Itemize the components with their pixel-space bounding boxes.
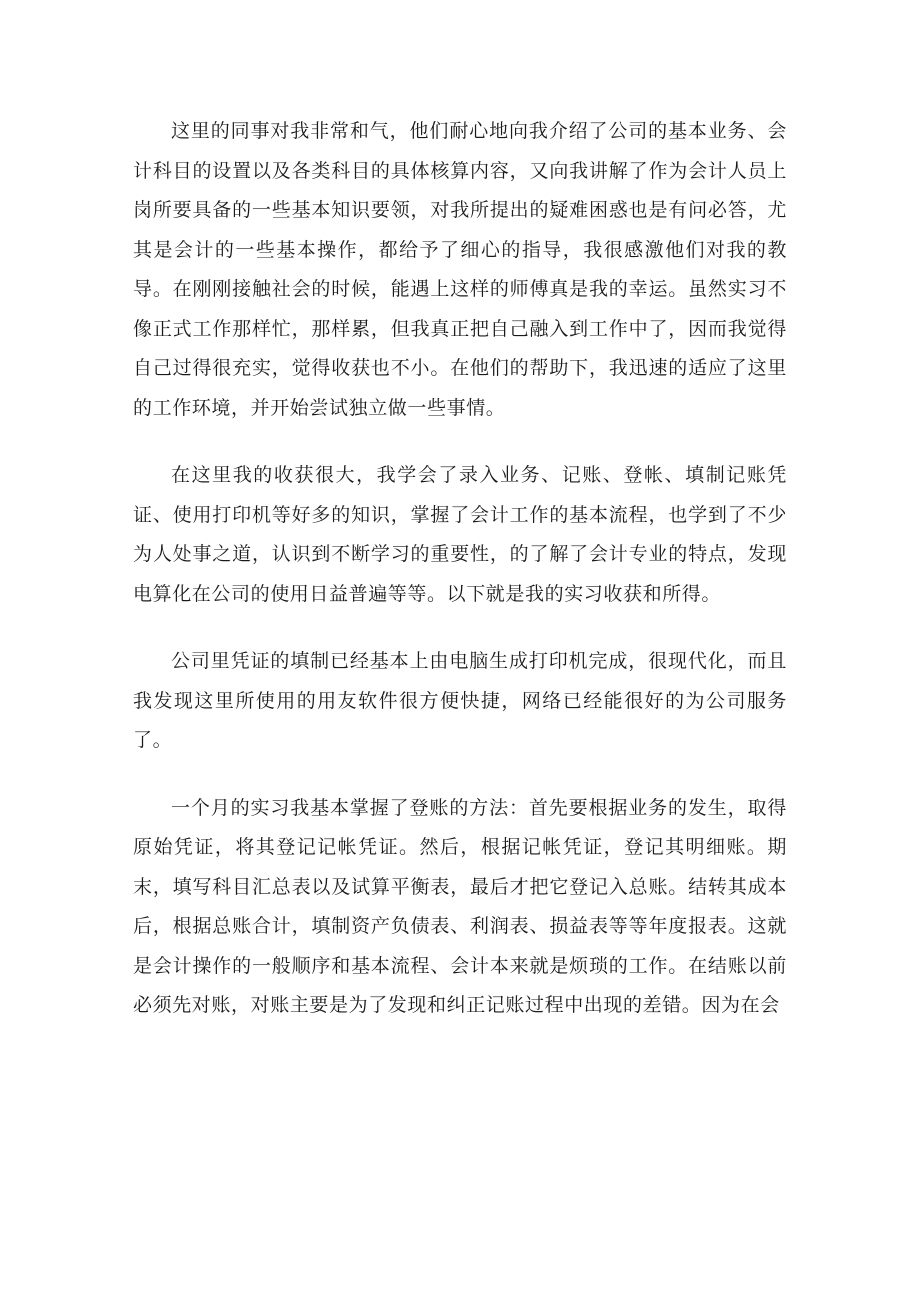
paragraph-vouchers: 公司里凭证的填制已经基本上由电脑生成打印机完成，很现代化，而且我发现这里所使用的用友软件很方便快捷，网络已经能很好的为公司服务了。 [133, 650, 787, 751]
paragraph-bookkeeping: 一个月的实习我基本掌握了登账的方法：首先要根据业务的发生，取得原始凭证，将其登记记帐凭证。然后，根据记帐凭证，登记其明细账。期末，填写科目汇总表以及试算平衡表，最后才把它登记入总账。结转其成本后，根据总账合计，填制资产负债表、利润表、损益表等等年度报表。这就是会计操作的一般顺序和基本流程、会计本来就是烦琐的工作。在结账以前必须先对账，对账主要是为了发现和纠正记账过程中出现的差错。因为在会 [133, 796, 787, 1016]
paragraph-gains: 在这里我的收获很大，我学会了录入业务、记账、登帐、填制记账凭证、使用打印机等好多的知识，掌握了会计工作的基本流程，也学到了不少为人处事之道，认识到不断学习的重要性，的了解了会计专业的特点，发现电算化在公司的使用日益普遍等等。以下就是我的实习收获和所得。 [133, 464, 787, 605]
document-body [133, 112, 787, 1054]
paragraph-colleagues: 这里的同事对我非常和气，他们耐心地向我介绍了公司的基本业务、会计科目的设置以及各类科目的具体核算内容，又向我讲解了作为会计人员上岗所要具备的一些基本知识要领，对我所提出的疑难困惑也是有问必答，尤其是会计的一些基本操作，都给予了细心的指导，我很感激他们对我的教导。在刚刚接触社会的时候，能遇上这样的师傅真是我的幸运。虽然实习不像正式工作那样忙，那样累，但我真正把自己融入到工作中了，因而我觉得自己过得很充实，觉得收获也不小。在他们的帮助下，我迅速的适应了这里的工作环境，并开始尝试独立做一些事情。 [133, 120, 787, 419]
